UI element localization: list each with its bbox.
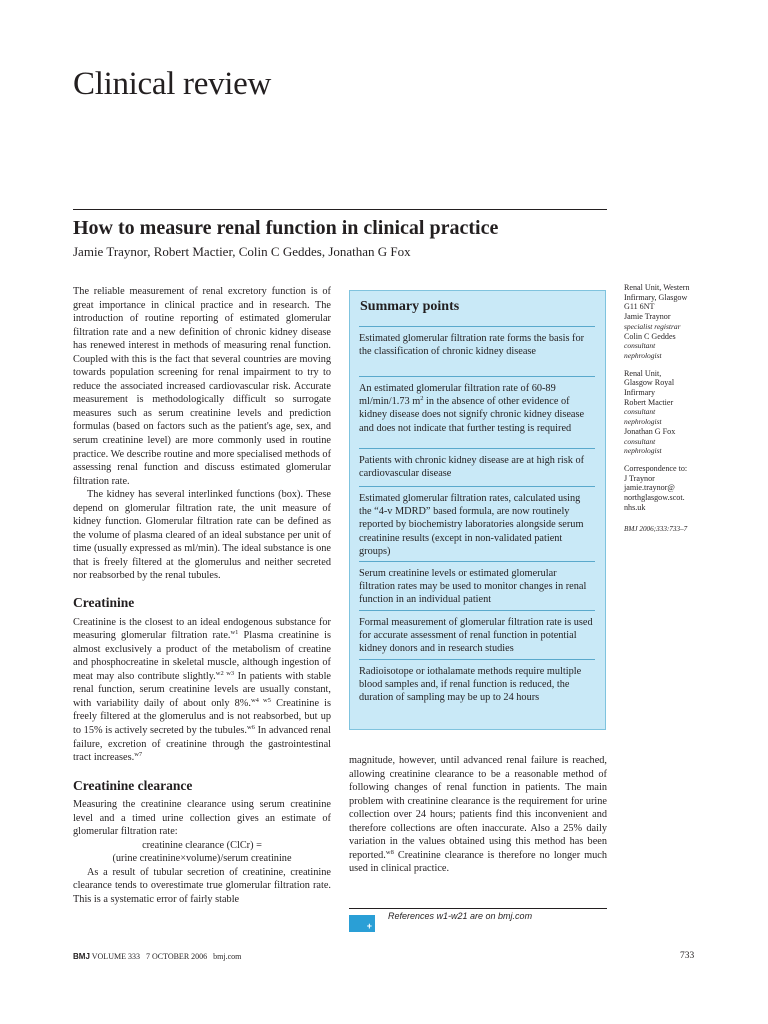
journal-logo-text: BMJ (73, 952, 90, 961)
summary-point-2-text-a: An estimated glomerular filtration rate of 60-89 ml/min/1.73 m (359, 383, 556, 408)
summary-point-3: Patients with chronic kidney disease are at high risk of cardiovascular disease (359, 448, 595, 480)
clearance-continued-text-1: magnitude, however, until advanced renal failure is reached, allowing creatinine clearance to be a reasonable method of following changes of renal function in patients. The main problem with creatinine clearance is the requirement for urine collection over 24 hours; patients find this inconvenient and therefore collections are often inaccurate. Also a 25% daily variation in the values obtained using this method has been reported. (349, 755, 607, 861)
affiliation-1-line-2: Infirmary, Glasgow (624, 292, 688, 302)
citation-w6: w6 (246, 723, 255, 731)
author-3-role-line-2: nephrologist (624, 417, 662, 427)
summary-point-2-text-b: in the absence of other evidence of kidney disease does not signify chronic kidney disease and does not indicate that further testing is required (359, 396, 585, 434)
creatinine-text-2: Plasma creatinine is almost exclusively a product of the metabolism of creatine and phosphocreatine in skeletal muscle, although ingestion of meat may also contribute slightly. (73, 630, 331, 682)
author-affiliations-sidebar (624, 283, 702, 535)
author-3-name: Robert Mactier (624, 397, 674, 407)
summary-point-1: Estimated glomerular filtration rate forms the basis for the classification of chronic kidney disease (359, 326, 595, 358)
section-title: Clinical review (73, 66, 272, 102)
clearance-paragraph-2: As a result of tubular secretion of creatinine, creatinine clearance tends to overestimate true glomerular filtration rate. This is a systematic error of fairly stable (73, 866, 331, 905)
references-online-note[interactable]: References w1-w21 are on bmj.com (388, 911, 533, 921)
author-1-role: specialist registrar (624, 321, 681, 331)
author-4-role-line-1: consultant (624, 436, 656, 446)
author-3-role-line-1: consultant (624, 407, 656, 417)
formula-line-2: (urine creatinine×volume)/serum creatinine (112, 853, 292, 865)
author-2-role-line-2: nephrologist (624, 350, 662, 360)
correspondence-email-line-2[interactable]: northglasgow.scot. (624, 493, 685, 503)
formula-line-1: creatinine clearance (ClCr) = (142, 839, 262, 851)
article-title: How to measure renal function in clinical practice (73, 217, 499, 239)
affiliation-2-line-3: Infirmary (624, 388, 656, 398)
clearance-continued-paragraph (349, 754, 607, 876)
author-2-name: Colin C Geddes (624, 331, 676, 341)
author-1-name: Jamie Traynor (624, 312, 671, 322)
affiliation-2-line-1: Renal Unit, (624, 368, 662, 378)
web-extra-divider (349, 908, 607, 909)
citation-w8: w8 (385, 848, 394, 856)
body-column-right (349, 754, 607, 876)
summary-point-7: Radioisotope or iothalamate methods require multiple blood samples and, if renal function is reduced, the duration of sampling may be up to 24 hours (359, 659, 595, 705)
title-divider (73, 209, 607, 210)
citation-w1: w1 (230, 629, 239, 637)
affiliation-1-line-1: Renal Unit, Western (624, 283, 690, 292)
journal-citation: BMJ 2006;333:733–7 (624, 525, 688, 534)
creatinine-heading: Creatinine (73, 595, 135, 611)
citation-w4-w5: w4 w5 (250, 696, 272, 704)
creatinine-text-1: Creatinine is the closest to an ideal endogenous substance for measuring glomerular filtration rate. (73, 616, 331, 642)
affiliation-2-line-2: Glasgow Royal (624, 378, 675, 388)
correspondence-label: Correspondence to: (624, 463, 688, 473)
creatinine-text-4: Creatinine is freely filtered at the glomerulus and is not reabsorbed, but up to 15% is actively secreted by the tubules. (73, 697, 331, 736)
body-column-left (73, 285, 331, 907)
page-number: 733 (680, 951, 695, 961)
author-2-role-line-1: consultant (624, 341, 656, 351)
summary-point-2-superscript: 2 (420, 395, 424, 403)
clearance-continued-text-2: Creatinine clearance is therefore no longer much used in clinical practice. (349, 849, 607, 875)
affiliation-1-line-3: G11 6NT (624, 302, 655, 312)
citation-w2-w3: w2 w3 (215, 669, 235, 677)
page-footer (73, 952, 241, 961)
intro-paragraph-2: The kidney has several interlinked functions (box). These depend on glomerular filtration rate, the unit measure of kidney function. Glomerular filtration rate can be defined as the volume of plasma cleared of an ideal substance per unit of time (usually expressed as ml/min). The ideal substance is one that is freely filtered at the glomerulus and neither secreted nor reabsorbed by the renal tubules. (73, 489, 331, 582)
summary-point-2 (359, 376, 595, 435)
author-list: Jamie Traynor, Robert Mactier, Colin C Geddes, Jonathan G Fox (73, 244, 411, 259)
clearance-paragraph-1: Measuring the creatinine clearance using serum creatinine level and a timed urine collection gives an estimate of glomerular filtration rate: (73, 799, 331, 838)
citation-w7: w7 (134, 751, 143, 759)
creatinine-clearance-heading: Creatinine clearance (73, 777, 193, 793)
correspondence-email-line-3[interactable]: nhs.uk (624, 502, 646, 512)
author-4-role-line-2: nephrologist (624, 446, 662, 456)
creatinine-paragraph (73, 616, 331, 765)
summary-title: Summary points (360, 299, 460, 314)
intro-paragraph-1: The reliable measurement of renal excretory function is of great importance in clinical practice and in research. The introduction of routine reporting of estimated glomerular filtration rate and a new definition of chronic kidney disease has renewed interest in methods of measuring renal function. Coupled with this is the fact that several countries are moving towards population screening for renal impairment to try to reduce the associated increased cardiovascular risk. Accurate measurement is methodologically difficult so surrogate measures such as serum creatinine levels and prediction formulas (based on factors such as the patient's age, sex, and serum creatinine level) are more commonly used in routine practice. We describe routine and more specialised methods of assessing renal function and discuss estimated glomerular filtration rate. (73, 286, 331, 487)
web-extra-icon[interactable]: + (349, 915, 375, 932)
correspondence-email-line-1[interactable]: jamie.traynor@ (624, 483, 675, 493)
creatinine-text-3: In patients with stable renal function, serum creatinine levels are usually constant, with variability daily of about only 8%. (73, 670, 332, 709)
summary-point-6: Formal measurement of glomerular filtration rate is used for accurate assessment of renal function in potential kidney donors and in research studies (359, 610, 595, 656)
summary-points-box (349, 290, 606, 730)
author-4-name: Jonathan G Fox (624, 426, 676, 436)
correspondence-name: J Traynor (624, 473, 655, 483)
issue-info: VOLUME 333 7 OCTOBER 2006 bmj.com (89, 952, 242, 961)
summary-point-4: Estimated glomerular filtration rates, calculated using the “4-v MDRD” based formula, are now routinely reported by biochemistry laboratories alongside serum creatinine results (except in non-validated patient groups) (359, 486, 595, 558)
creatinine-text-5: In advanced renal failure, excretion of creatinine through the gastrointestinal tract increases. (73, 724, 331, 764)
summary-point-5: Serum creatinine levels or estimated glomerular filtration rates may be used to monitor changes in renal function in an individual patient (359, 561, 595, 607)
